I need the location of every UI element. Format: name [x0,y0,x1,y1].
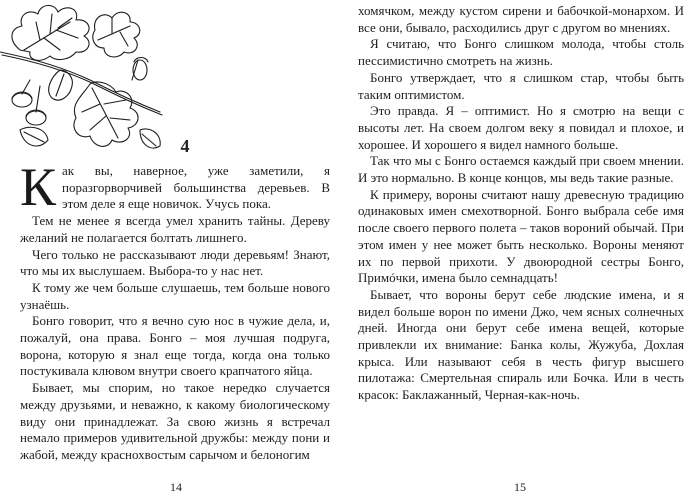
paragraph: Бывает, мы спорим, но такое нередко случается между друзьями, и неважно, к какому биологическому виду они принадлежат. За свою жизнь я встречал немало примеров удивительной дружбы: между пони и жабой, между краснохвостым сарычом и белоногим [20,380,330,462]
paragraph: К тому же чем больше слушаешь, тем больше нового узнаёшь. [20,279,330,312]
drop-cap: К [20,157,57,217]
paragraph: Чего только не рассказывают люди деревьям! Знают, что мы их выслушаем. Выбора-то у нас нет. [20,246,330,279]
paragraph: Тем не менее я всегда умел хранить тайны. Дереву желаний не полагается болтать лишнего. [20,213,330,245]
right-page [344,0,688,504]
paragraph: Бонго утверждает, что я слишком стар, чтобы быть таким оптимистом. [358,69,684,102]
paragraph: Это правда. Я – оптимист. Но я смотрю на вещи с высоты лет. На своем долгом веку я повидал и плохое, и хорошее. И хорошего я видел намного больше. [358,103,684,152]
paragraph-continuation: хомячком, между кустом сирени и бабочкой-монархом. И все они, бывало, расходились друг с другом во мнениях. [358,3,684,35]
paragraph: Бонго говорит, что я вечно сую нос в чужие дела, и, пожалуй, она права. Бонго – моя лучшая подруга, ворона, которую я знал еще тогда, когда она только постукивала клювом внутри своего крапчатого яйца. [20,313,330,379]
paragraph: К примеру, вороны считают нашу древесную традицию одинаковых имен смехотворной. Бонго выбрала себе имя после своего первого полета – таков вороний обычай. При этом имен у нее может быть несколько. Вороны меняют их по первой прихоти. У двоюродной сестры Бонго, Примóчки, имена было семнадцать! [358,186,684,286]
right-page-text [358,3,684,404]
paragraph: Как вы, наверное, уже заметили, я поразгорворчивей большинства деревьев. В этом деле я еще новичок. Учусь пока. [20,157,330,217]
chapter-number: 4 [180,136,190,156]
oak-leaf-illustration [0,0,170,165]
paragraph: Я считаю, что Бонго слишком молода, чтобы столь пессимистично смотреть на жизнь. [358,36,684,69]
page-number-right: 15 [514,480,526,494]
paragraph: Так что мы с Бонго остаемся каждый при своем мнении. И это нормально. В конце концов, мы ведь такие разные. [358,153,684,186]
page-number-left: 14 [170,480,182,494]
left-page-text [20,157,330,464]
paragraph: Бывает, что вороны берут себе людские имена, и я видел больше ворон по имени Джо, чем ясных солнечных дней. Иногда они берут себе имена вещей, которые привлекли их внимание: Банка колы, Жужуба, Дохлая крыса. Или называют себя в честь фигур высшего пилотажа: Смертельная спираль или Бочка. Или в честь красок: Баклажанный, Черная-как-ночь. [358,286,684,403]
